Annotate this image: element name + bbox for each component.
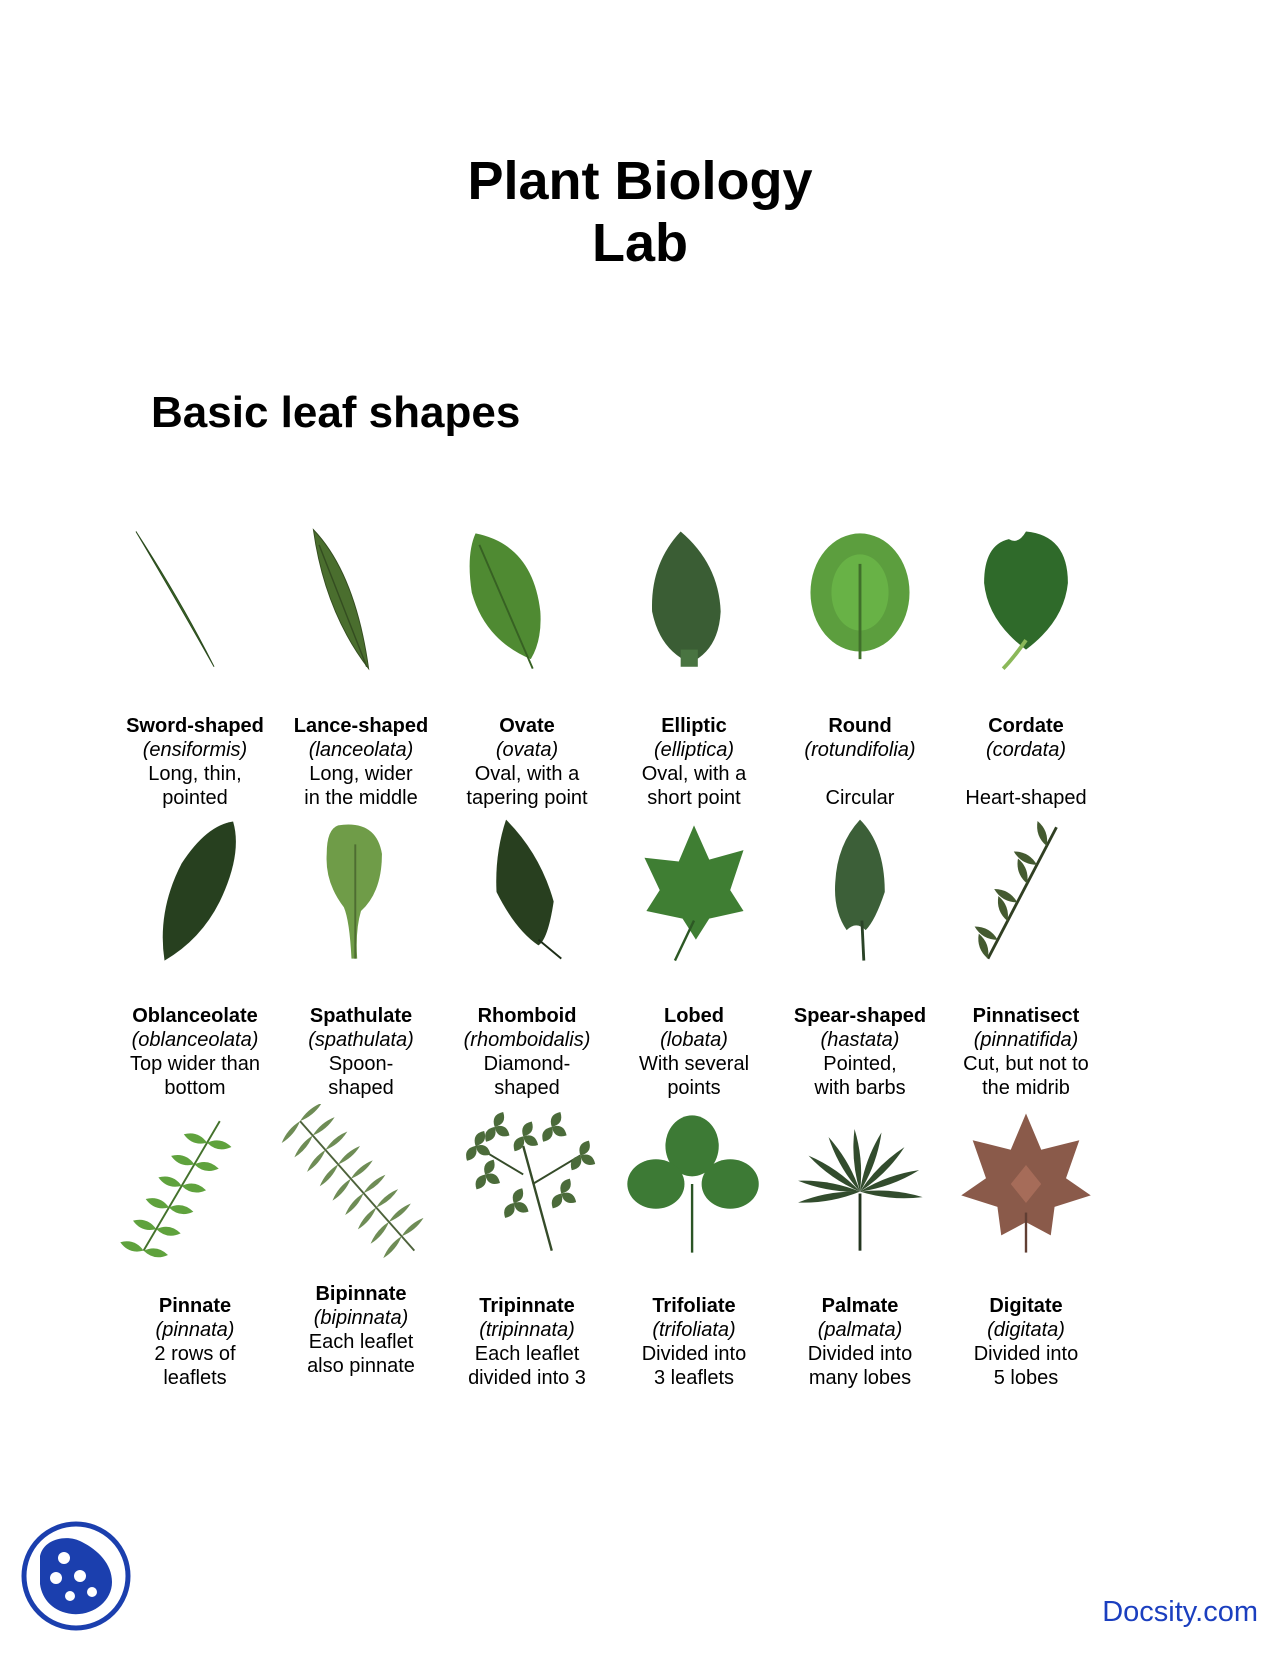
- elliptic-leaf-icon: [614, 522, 774, 682]
- leaf-description-line-1: Divided into: [641, 1343, 747, 1365]
- leaf-card: [772, 522, 948, 814]
- leaf-latin-name: (spathulata): [308, 1029, 414, 1051]
- leaf-name: Sword-shaped: [126, 715, 264, 737]
- leaf-description-line-1: Divided into: [807, 1343, 913, 1365]
- page-title: [0, 150, 1280, 274]
- tripinnate-leaf-icon: [447, 1104, 607, 1264]
- spear-leaf-icon: [780, 812, 940, 972]
- leaf-description-line-1: Top wider than: [129, 1053, 261, 1075]
- leaf-name: Digitate: [989, 1295, 1063, 1317]
- leaf-description-line-2: Circular: [825, 787, 895, 809]
- leaf-card: [107, 522, 283, 814]
- lance-leaf-icon: [281, 522, 441, 682]
- leaf-name: Cordate: [988, 715, 1064, 737]
- leaf-description-line-1: Each leaflet: [474, 1343, 580, 1365]
- leaf-latin-name: (cordata): [985, 739, 1067, 761]
- leaf-card: [273, 812, 449, 1104]
- ovate-leaf-icon: [447, 522, 607, 682]
- leaf-description-line-1: Spoon-: [328, 1053, 394, 1075]
- title-line-2: Lab: [591, 213, 688, 273]
- leaf-description-line-2: tapering point: [466, 787, 588, 809]
- leaf-description-line-2: in the middle: [304, 787, 418, 809]
- leaf-description-line-2: divided into 3: [468, 1367, 586, 1389]
- leaf-card: [938, 812, 1114, 1104]
- trifoliate-leaf-icon: [614, 1104, 774, 1264]
- leaf-card: [606, 522, 782, 814]
- leaf-description-line-1: Pointed,: [823, 1053, 897, 1075]
- leaf-card: [606, 1104, 782, 1396]
- leaf-card: [439, 1104, 615, 1396]
- leaf-description-line-2: 5 lobes: [993, 1367, 1059, 1389]
- leaf-card: [938, 522, 1114, 814]
- leaf-description-line-1: With several: [638, 1053, 750, 1075]
- leaf-name: Pinnate: [158, 1295, 232, 1317]
- oblanceolate-leaf-icon: [115, 812, 275, 972]
- leaf-name: Round: [828, 715, 892, 737]
- leaf-name: Bipinnate: [315, 1283, 407, 1305]
- leaf-description-line-1: Long, wider: [309, 763, 413, 785]
- leaf-description-line-1: Cut, but not to: [963, 1053, 1089, 1075]
- spathulate-leaf-icon: [281, 812, 441, 972]
- leaf-description-line-2: Heart-shaped: [965, 787, 1087, 809]
- leaf-description-line-1: [928, 762, 1124, 786]
- title-line-1: Plant Biology: [467, 151, 813, 211]
- leaf-card: [439, 812, 615, 1104]
- leaf-description-line-2: 3 leaflets: [653, 1367, 735, 1389]
- leaf-card: [938, 1104, 1114, 1396]
- leaf-caption: [928, 1004, 1124, 1100]
- leaf-latin-name: (pinnatifida): [973, 1029, 1079, 1051]
- leaf-name: Pinnatisect: [972, 1005, 1080, 1027]
- leaf-card: [772, 1104, 948, 1396]
- lobed-leaf-icon: [614, 812, 774, 972]
- leaf-name: Trifoliate: [652, 1295, 736, 1317]
- leaf-description-line-2: points: [667, 1077, 721, 1099]
- section-title: Basic leaf shapes: [151, 388, 521, 437]
- digitate-leaf-icon: [946, 1104, 1106, 1264]
- leaf-description-line-1: Oval, with a: [641, 763, 747, 785]
- leaf-description-line-1: Diamond-: [483, 1053, 571, 1075]
- leaf-latin-name: (digitata): [987, 1319, 1065, 1341]
- brand-link[interactable]: Docsity.com: [1102, 1596, 1258, 1628]
- leaf-latin-name: (lobata): [660, 1029, 728, 1051]
- leaf-card: [772, 812, 948, 1104]
- leaf-card: [107, 812, 283, 1104]
- leaf-description-line-2: the midrib: [982, 1077, 1070, 1099]
- leaf-description-line-2: leaflets: [163, 1367, 227, 1389]
- cordate-leaf-icon: [946, 522, 1106, 682]
- leaf-description-line-1: Divided into: [973, 1343, 1079, 1365]
- leaf-latin-name: (elliptica): [653, 739, 735, 761]
- leaf-description-line-2: pointed: [162, 787, 228, 809]
- pinnate-leaf-icon: [115, 1104, 275, 1264]
- leaf-name: Tripinnate: [479, 1295, 575, 1317]
- leaf-latin-name: (ovata): [495, 739, 559, 761]
- leaf-description-line-2: shaped: [494, 1077, 560, 1099]
- leaf-description-line-2: with barbs: [814, 1077, 906, 1099]
- leaf-latin-name: (bipinnata): [313, 1307, 409, 1329]
- leaf-description-line-1: Long, thin,: [148, 763, 242, 785]
- leaf-name: Oblanceolate: [132, 1005, 258, 1027]
- leaf-latin-name: (tripinnata): [479, 1319, 575, 1341]
- leaf-latin-name: (palmata): [817, 1319, 903, 1341]
- leaf-latin-name: (lanceolata): [308, 739, 414, 761]
- leaf-caption: [928, 1294, 1124, 1390]
- leaf-name: Spathulate: [309, 1005, 413, 1027]
- leaf-name: Elliptic: [661, 715, 727, 737]
- rhomboid-leaf-icon: [447, 812, 607, 972]
- leaf-description-line-1: Each leaflet: [308, 1331, 414, 1353]
- leaf-card: [273, 1104, 449, 1396]
- leaf-name: Rhomboid: [477, 1005, 577, 1027]
- leaf-latin-name: (rhomboidalis): [463, 1029, 591, 1051]
- leaf-card: [606, 812, 782, 1104]
- leaf-card: [273, 522, 449, 814]
- leaf-card: [439, 522, 615, 814]
- leaf-name: Spear-shaped: [793, 1005, 927, 1027]
- leaf-description-line-2: bottom: [164, 1077, 226, 1099]
- leaf-latin-name: (oblanceolata): [131, 1029, 259, 1051]
- leaf-latin-name: (rotundifolia): [804, 739, 916, 761]
- leaf-name: Lobed: [664, 1005, 724, 1027]
- leaf-description-line-1: 2 rows of: [154, 1343, 236, 1365]
- leaf-name: Palmate: [821, 1295, 899, 1317]
- sword-leaf-icon: [115, 522, 275, 682]
- leaf-description-line-2: many lobes: [808, 1367, 912, 1389]
- leaf-description-line-1: Oval, with a: [474, 763, 580, 785]
- bipinnate-leaf-icon: [281, 1104, 441, 1264]
- leaf-name: Ovate: [499, 715, 555, 737]
- leaf-latin-name: (ensiformis): [142, 739, 248, 761]
- leaf-name: Lance-shaped: [293, 715, 429, 737]
- leaf-latin-name: (hastata): [820, 1029, 900, 1051]
- docsity-logo-icon: [20, 1520, 132, 1632]
- leaf-description-line-2: short point: [647, 787, 741, 809]
- leaf-latin-name: (trifoliata): [652, 1319, 736, 1341]
- leaf-description-line-2: also pinnate: [307, 1355, 415, 1377]
- palmate-leaf-icon: [780, 1104, 940, 1264]
- round-leaf-icon: [780, 522, 940, 682]
- pinnatisect-leaf-icon: [946, 812, 1106, 972]
- leaf-description-line-2: shaped: [328, 1077, 394, 1099]
- leaf-caption: [928, 714, 1124, 810]
- leaf-latin-name: (pinnata): [155, 1319, 235, 1341]
- leaf-card: [107, 1104, 283, 1396]
